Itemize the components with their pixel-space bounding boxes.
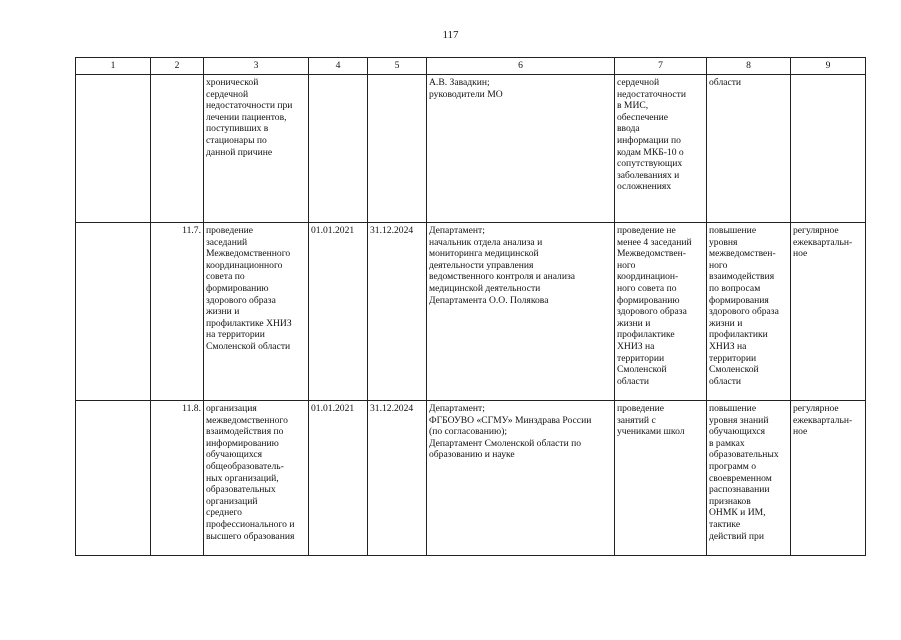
cell-text: проведение занятий с учениками школ xyxy=(617,403,685,438)
cell-text: повышение уровня знаний обучающихся в рамках образовательных программ о своевременном распознавании признаков ОНМК и ИМ, тактике действий при xyxy=(709,403,779,542)
cell-text: хронической сердечной недостаточности при лечении пациентов, поступивших в стационары по данной причине xyxy=(206,77,293,158)
table-cell-start-date xyxy=(309,223,368,401)
col-header-6: 6 xyxy=(427,58,615,75)
table-cell-start-date xyxy=(309,75,368,223)
table-cell-result xyxy=(615,223,707,401)
table-cell-activity xyxy=(204,401,309,556)
col-header-8: 8 xyxy=(707,58,791,75)
cell-text: 31.12.2024 xyxy=(370,403,414,414)
table-cell-responsible xyxy=(427,401,615,556)
table-cell-periodicity xyxy=(791,401,866,556)
col-header-4: 4 xyxy=(309,58,368,75)
col-header-9: 9 xyxy=(791,58,866,75)
table-cell-item-number xyxy=(151,75,204,223)
table-cell-result xyxy=(615,75,707,223)
cell-text: 11.8. xyxy=(182,403,201,414)
table-cell-item-number xyxy=(151,401,204,556)
table-cell-col1 xyxy=(76,75,151,223)
table-row xyxy=(76,223,866,401)
cell-text: сердечной недостаточности в МИС, обеспечение ввода информации по кодам МКБ-10 о сопутствующих заболеваниях и осложнениях xyxy=(617,77,686,193)
table-cell-end-date xyxy=(368,401,427,556)
table-cell-col1 xyxy=(76,223,151,401)
cell-text: повышение уровня межведомствен- ного взаимодействия по вопросам формирования здорового образа жизни и профилактики ХНИЗ на территории Смоленской области xyxy=(709,225,779,387)
table-cell-result xyxy=(615,401,707,556)
table-cell-activity xyxy=(204,75,309,223)
table-cell-effect xyxy=(707,223,791,401)
page-number: 117 xyxy=(442,29,459,41)
cell-text: А.В. Завадкин; руководители МО xyxy=(429,77,503,100)
cell-text: области xyxy=(709,77,742,88)
cell-text: 01.01.2021 xyxy=(311,403,355,414)
col-header-3: 3 xyxy=(204,58,309,75)
table-cell-effect xyxy=(707,75,791,223)
table-cell-start-date xyxy=(309,401,368,556)
cell-text: организация межведомственного взаимодействия по информированию обучающихся общеобразователь- ных организаций, образовательных организаций среднего профессионального и высшего образования xyxy=(206,403,295,542)
col-header-5: 5 xyxy=(368,58,427,75)
plan-table xyxy=(75,57,866,556)
table-row xyxy=(76,75,866,223)
table-row xyxy=(76,401,866,556)
table-cell-periodicity xyxy=(791,223,866,401)
header-row xyxy=(76,58,866,75)
cell-text: проведение заседаний Межведомственного координационного совета по формированию здорового образа жизни и профилактике ХНИЗ на территории Смоленской области xyxy=(206,225,292,352)
table-cell-activity xyxy=(204,223,309,401)
col-header-2: 2 xyxy=(151,58,204,75)
cell-text: 31.12.2024 xyxy=(370,225,414,236)
cell-text: 01.01.2021 xyxy=(311,225,355,236)
table-cell-item-number xyxy=(151,223,204,401)
table-cell-effect xyxy=(707,401,791,556)
table-cell-col1 xyxy=(76,401,151,556)
cell-text: регулярное ежеквартальн- ное xyxy=(793,225,853,260)
table-cell-periodicity xyxy=(791,75,866,223)
col-header-1: 1 xyxy=(76,58,151,75)
cell-text: проведение не менее 4 заседаний Межведомствен- ного координацион- ного совета по формированию здорового образа жизни и профилактике ХНИЗ на территории Смоленской области xyxy=(617,225,692,387)
cell-text: регулярное ежеквартальн- ное xyxy=(793,403,853,438)
table-cell-responsible xyxy=(427,223,615,401)
cell-text: Департамент; начальник отдела анализа и мониторинга медицинской деятельности управления ведомственного контроля и анализа медицинской деятельности Департамента О.О. Полякова xyxy=(429,225,576,306)
table-cell-end-date xyxy=(368,75,427,223)
table-cell-responsible xyxy=(427,75,615,223)
table-cell-end-date xyxy=(368,223,427,401)
col-header-7: 7 xyxy=(615,58,707,75)
cell-text: Департамент; ФГБОУВО «СГМУ» Минздрава России (по согласованию); Департамент Смоленской области по образованию и науке xyxy=(429,403,592,461)
cell-text: 11.7. xyxy=(182,225,201,236)
